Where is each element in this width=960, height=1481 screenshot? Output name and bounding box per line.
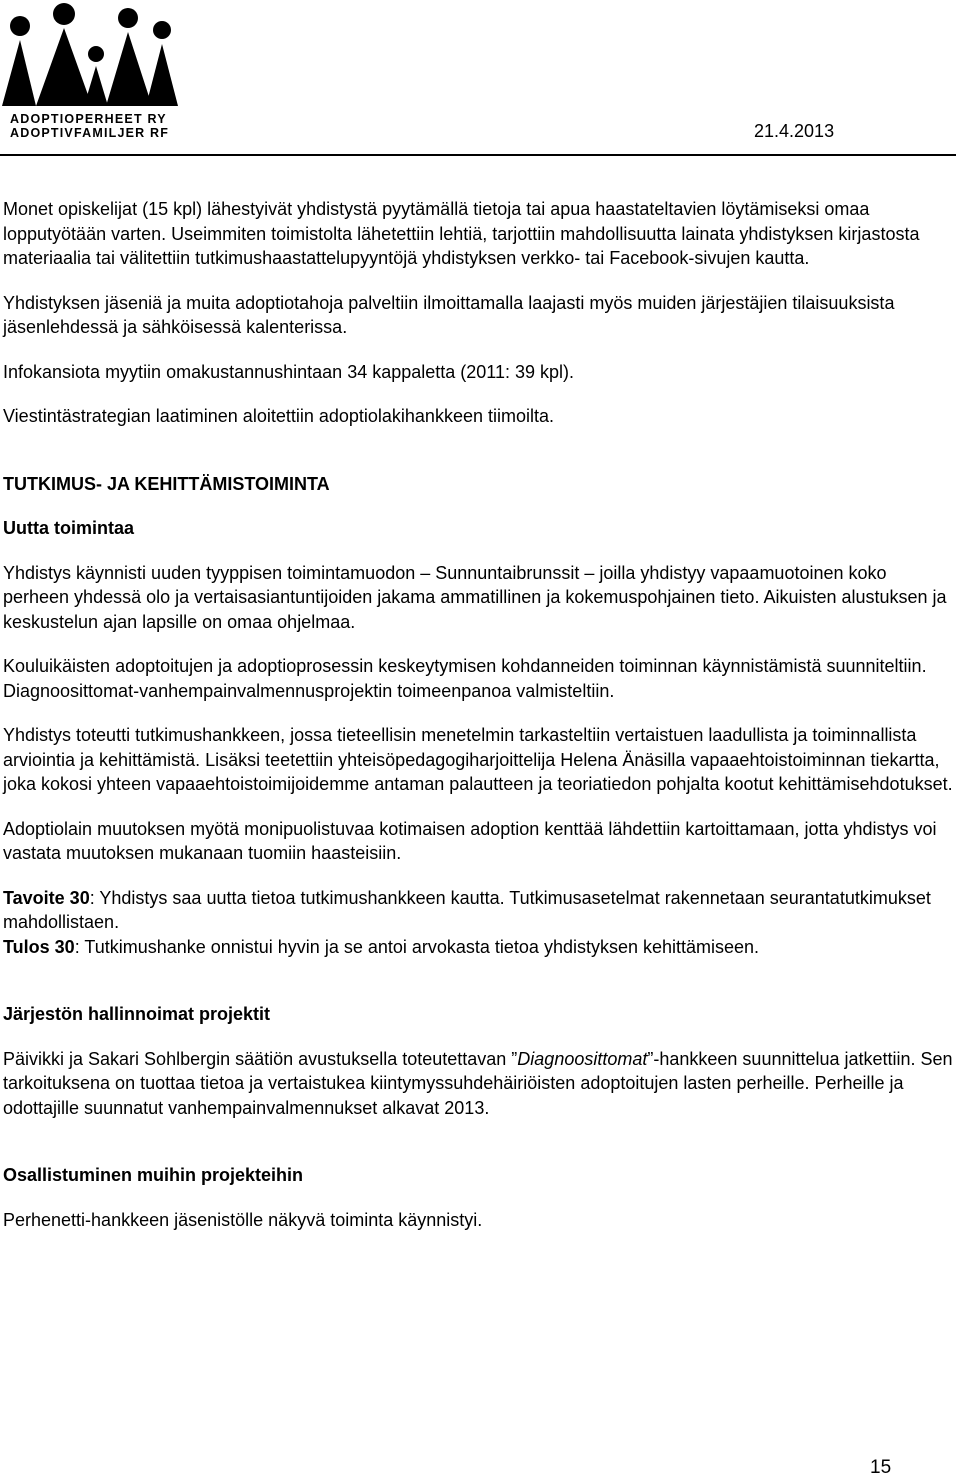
paragraph-members: Yhdistyksen jäseniä ja muita adoptiotahoja palveltiin ilmoittamalla laajasti myös muiden järjestäjien tilaisuuksista jäsenlehdessä ja sähköisessä kalenterissa. [3, 292, 895, 337]
p9-post: ”-hankkeen suunnittelua jatkettiin. Sen tarkoituksena on tuottaa tietoa ja vertaistukea kiintymyssuhdehäiriöisten adoptoitujen lasten perheille. Perheille ja odottajille suunnatut vanhempainvalmennukset alkavat 2013. [3, 1048, 953, 1118]
result-text: : Tutkimushanke onnistui hyvin ja se antoi arvokasta tietoa yhdistyksen kehittämiseen. [74, 936, 760, 957]
paragraph-research-project: Yhdistys toteutti tutkimushankkeen, jossa tieteellisin menetelmin tarkasteltiin vertaistuen laadullista ja toiminnallista arviointia ja kehittämistä. Lisäksi teetettiin yhteisöpedagogiharjoittelija Helena Änäsilla vapaaehtoistoiminnan tiekartta, joka kokosi yhteen vapaaehtoistoimijoidemme antaman palautteen ja teoriatiedon pohjalta kootut kehittämisehdotukset. [3, 725, 953, 794]
header-divider [0, 154, 956, 156]
logo-text-sv: ADOPTIVFAMILJER RF [10, 126, 170, 140]
paragraph-perhenetti: Perhenetti-hankkeen jäsenistölle näkyvä toiminta käynnistyi. [3, 1209, 483, 1230]
document-date: 21.4.2013 [754, 121, 835, 141]
paragraph-students: Monet opiskelijat (15 kpl) lähestyivät yhdistystä pyytämällä tietoja tai apua haastateltavien löytämiseksi omaa lopputyötään varten. Useimmiten toimistolta lähetettiin lehtiä, tarjottiin mahdollisuutta lainata yhdistyksen kirjastosta materiaalia tai välitettiin tutkimushaastattelupyyntöjä yhdistyksen verkko- tai Facebook-sivujen kautta. [3, 199, 920, 268]
paragraph-school-age: Kouluikäisten adoptoitujen ja adoptioprosessin keskeytymisen kohdanneiden toiminnan käynnistämistä suunniteltiin. Diagnoosittomat-vanhempainvalmennusprojektin toimeenpanoa valmisteltiin. [3, 656, 927, 701]
logo-figures-icon [2, 2, 180, 110]
subheading-projects: Järjestön hallinnoimat projektit [3, 1004, 271, 1024]
paragraph-diagnoosittomat [3, 1047, 953, 1121]
subheading-new-activity: Uutta toimintaa [3, 518, 135, 538]
project-name-italic: Diagnoosittomat [517, 1048, 648, 1069]
goal-result-block [3, 886, 953, 960]
logo-text-fi: ADOPTIOPERHEET RY [10, 112, 167, 126]
paragraph-adoption-law: Adoptiolain muutoksen myötä monipuolistuvaa kotimaisen adoption kenttää lähdettiin kartoittamaan, jotta yhdistys voi vastata muutoksen mukanaan tuomiin haasteisiin. [3, 818, 937, 863]
organization-logo [2, 2, 180, 140]
p9-pre: Päivikki ja Sakari Sohlbergin säätiön avustuksella toteutettavan ” [3, 1048, 518, 1069]
result-label: Tulos 30 [3, 936, 75, 957]
paragraph-brunch: Yhdistys käynnisti uuden tyyppisen toimintamuodon – Sunnuntaibrunssit – joilla yhdistyy vapaamuotoinen koko perheen yhdessä olo ja vertaisasiantuntijoiden jakama ammatillinen ja kokemuspohjainen tieto. Aikuisten alustuksen ja keskustelun ajan lapsille on omaa ohjelmaa. [3, 562, 947, 632]
subheading-participation: Osallistuminen muihin projekteihin [3, 1165, 304, 1185]
page-number: 15 [870, 1457, 892, 1478]
paragraph-infofolder: Infokansiota myytiin omakustannushintaan 34 kappaletta (2011: 39 kpl). [3, 361, 575, 382]
paragraph-communication-strategy: Viestintästrategian laatiminen aloitettiin adoptiolakihankkeen tiimoilta. [3, 406, 554, 426]
goal-label: Tavoite 30 [3, 887, 90, 908]
document-body [3, 197, 953, 1232]
section-heading-research: TUTKIMUS- JA KEHITTÄMISTOIMINTA [3, 473, 330, 494]
goal-text: : Yhdistys saa uutta tietoa tutkimushankkeen kautta. Tutkimusasetelmat rakennetaan seurantatutkimukset mahdollistaen. [3, 887, 931, 932]
